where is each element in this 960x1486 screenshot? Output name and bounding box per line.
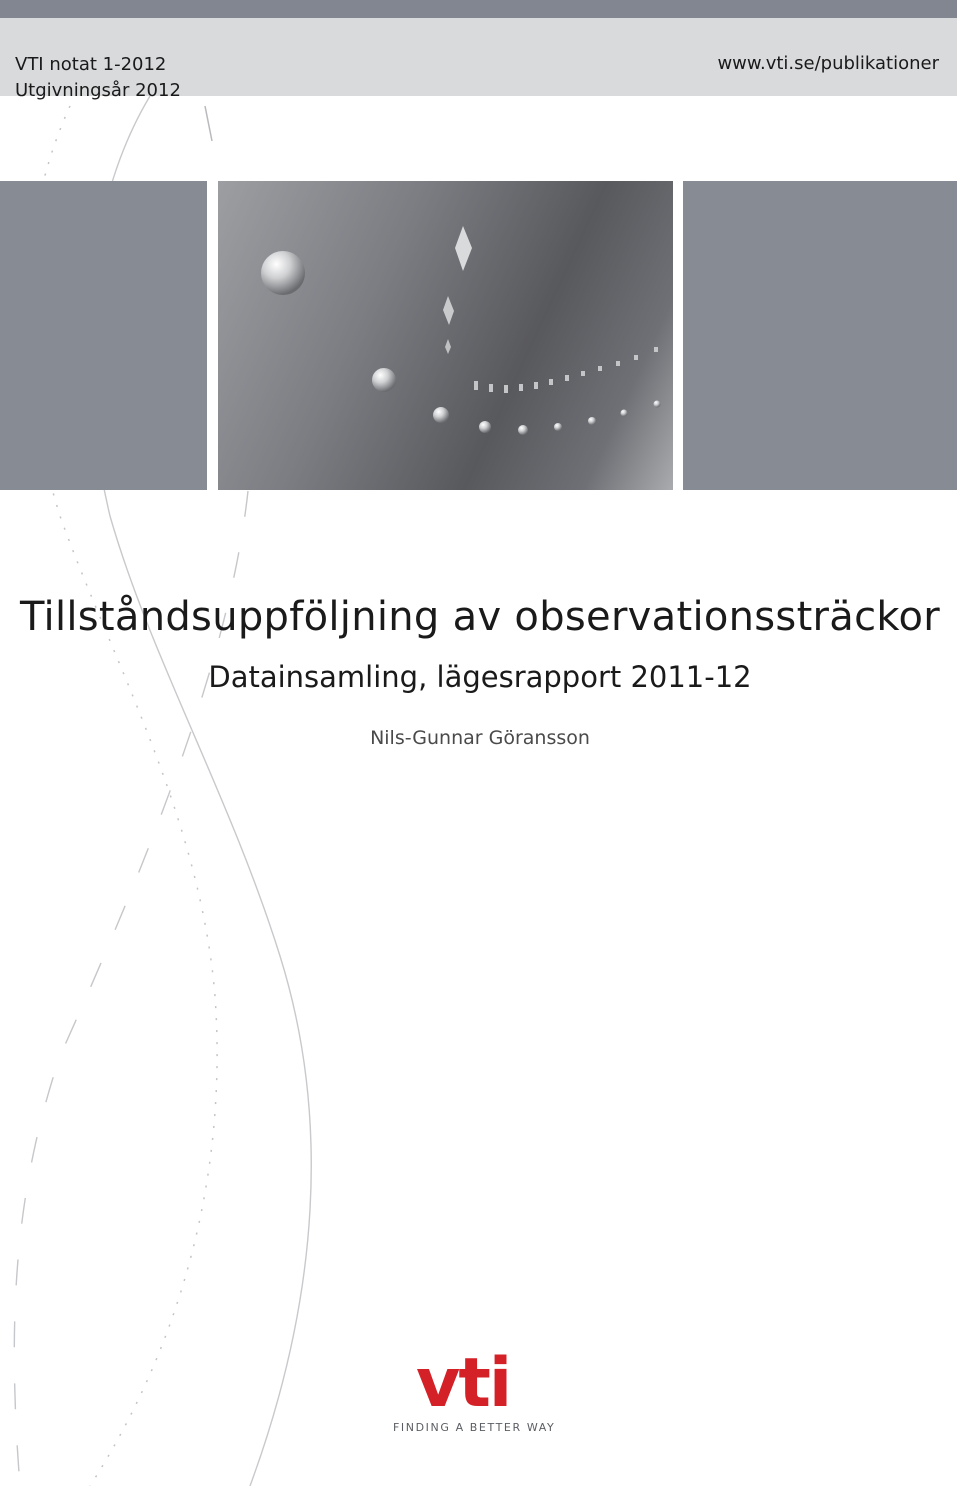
report-year: Utgivningsår 2012 [15,80,181,101]
cover-photo [218,181,673,490]
report-series: VTI notat 1-2012 [15,54,167,75]
report-subtitle: Datainsamling, lägesrapport 2011-12 [208,660,752,694]
publications-url[interactable]: www.vti.se/publikationer [717,53,939,74]
image-panel-left [0,181,207,490]
spheres-illustration [218,181,673,490]
header-band [0,0,957,101]
report-title: Tillståndsuppföljning av observationssträckor [20,594,940,640]
report-author: Nils-Gunnar Göransson [370,727,590,749]
vti-logo: vti [416,1344,511,1423]
logo-tagline: FINDING A BETTER WAY [393,1421,556,1434]
image-panel-right [683,181,957,490]
